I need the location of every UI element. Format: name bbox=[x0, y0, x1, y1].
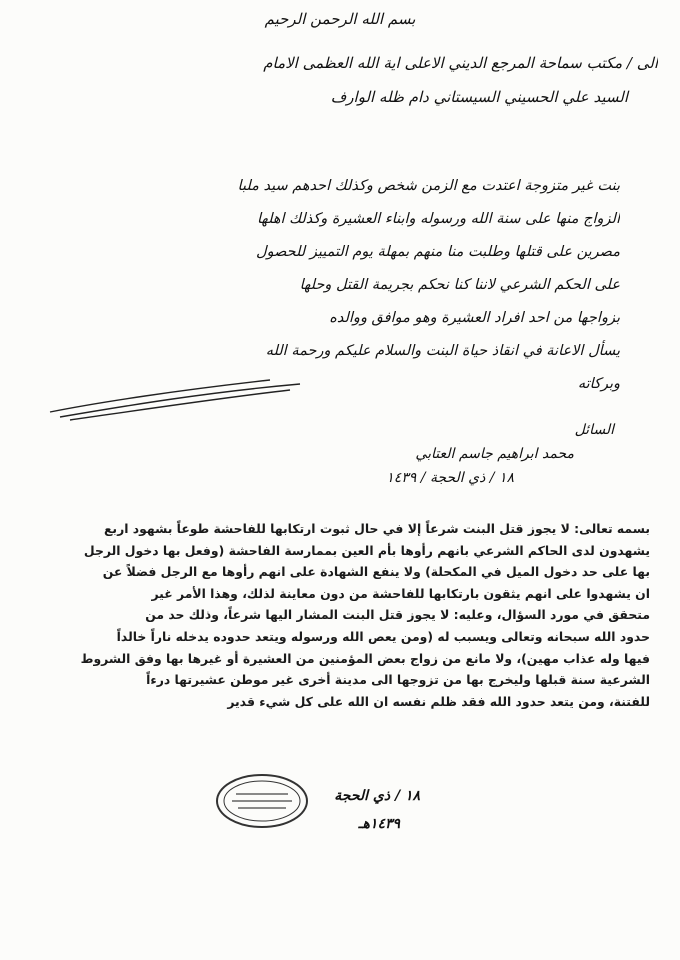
answer-date-line: ١٨ / ذي الحجة bbox=[334, 788, 420, 804]
address-line: الى / مكتب سماحة المرجع الديني الاعلى اية الله العظمى الامام bbox=[263, 54, 658, 72]
answer-line: بسمه تعالى: لا يجوز قتل البنت شرعاً إلا في حال ثبوت ارتكابها للفاحشة طوعاً بشهود اربع bbox=[103, 521, 650, 536]
answer-body bbox=[25, 518, 650, 712]
office-seal-stamp bbox=[214, 772, 310, 830]
question-line: على الحكم الشرعي لاننا كنا نحكم بجريمة القتل وحلها bbox=[299, 277, 620, 293]
question-line: بزواجها من احد افراد العشيرة وهو موافق ووالده bbox=[329, 310, 620, 326]
signature-block bbox=[314, 418, 614, 490]
basmala-heading: بسم الله الرحمن الرحيم bbox=[264, 10, 416, 28]
answer-line: للفتنة، ومن يتعد حدود الله فقد ظلم نفسه ان الله على كل شيء قدير bbox=[227, 693, 650, 709]
answer-date bbox=[300, 782, 420, 838]
address-block bbox=[18, 46, 658, 114]
answer-line: يشهدون لدى الحاكم الشرعي بانهم رأوها بأم العين بممارسة الفاحشة (وفعل بها دخول الرجل bbox=[83, 542, 650, 558]
question-line: يسأل الاعانة في انقاذ حياة البنت والسلام عليكم ورحمة الله bbox=[265, 343, 620, 359]
answer-date-line: ١٤٣٩هـ bbox=[358, 816, 400, 832]
signature-date: ١٨ / ذي الحجة / ١٤٣٩ bbox=[386, 470, 514, 486]
question-line: الزواج منها على سنة الله ورسوله وابناء العشيرة وكذلك اهلها bbox=[256, 211, 620, 227]
answer-line: حدود الله سبحانه وتعالى ويسبب له (ومن يعص الله ورسوله ويتعد حدوده يدخله ناراً خالداً bbox=[116, 628, 650, 644]
answer-line: ان يشهدوا على انهم يثقون بارتكابها للفاحشة من دون معاينة لذلك، وهذا الأمر غير bbox=[151, 585, 650, 601]
answer-line: بها على حد دخول الميل في المكحلة) ولا ينفع الشهادة على انهم رأوها مع الرجل فضلاً عن bbox=[102, 564, 650, 580]
question-line: وبركاته bbox=[577, 376, 620, 392]
question-body bbox=[60, 170, 620, 401]
question-line: بنت غير متزوجة اعتدت مع الزمن شخص وكذلك احدهم سيد ملبا bbox=[237, 178, 620, 194]
address-line: السيد علي الحسيني السيستاني دام ظله الوارف bbox=[330, 88, 628, 106]
answer-line: متحقق في مورد السؤال، وعليه: لا يجوز قتل البنت المشار اليها شرعاً، وذلك حد من bbox=[145, 607, 650, 623]
answer-line: الشرعية سنة قبلها وليخرج بها من تزوجها الى مدينة أخرى غير موطن عشيرتها درءاً bbox=[146, 672, 650, 688]
answer-line: فيها وله عذاب مهين)، ولا مانع من زواج بعض المؤمنين من العشيرة أو غيرها بها وفق الشروط bbox=[80, 650, 650, 666]
signature-name: محمد ابراهيم جاسم العتابي bbox=[415, 446, 574, 462]
pen-scribble-mark bbox=[40, 372, 360, 432]
question-line: مصرين على قتلها وطلبت منا منهم بمهلة يوم التمييز للحصول bbox=[256, 244, 620, 260]
signature-title: السائل bbox=[574, 422, 614, 438]
